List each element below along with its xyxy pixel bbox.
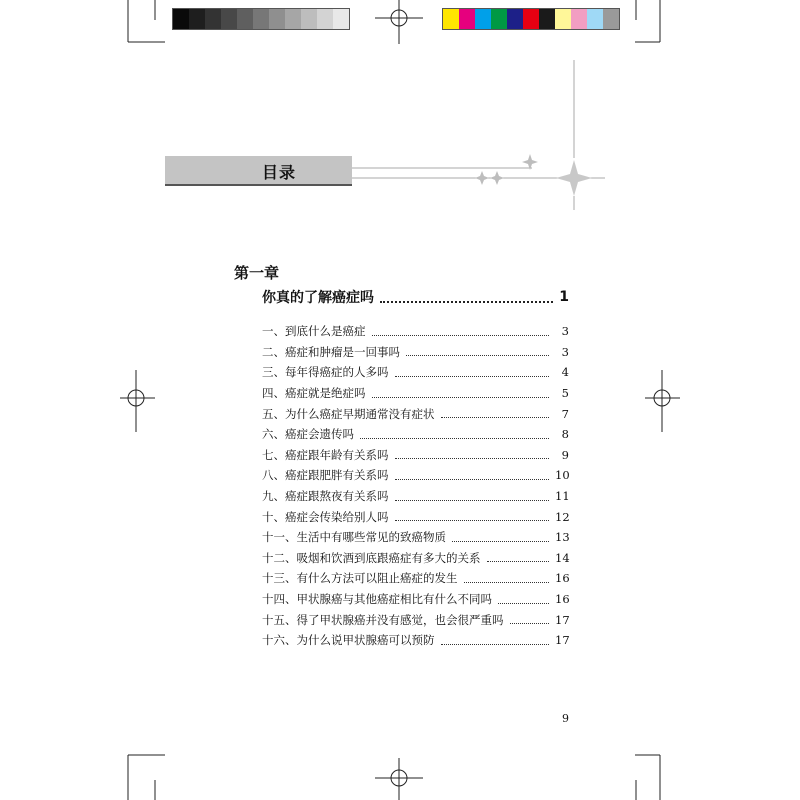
dot-leader [395, 471, 550, 480]
toc-entry-text: 十四、甲状腺癌与其他癌症相比有什么不同吗 [262, 592, 492, 607]
color-swatch [507, 9, 523, 29]
dot-leader [498, 595, 549, 604]
toc-entry-text: 一、到底什么是癌症 [262, 324, 366, 339]
toc-entry [262, 445, 569, 466]
color-swatch [475, 9, 491, 29]
dot-leader [464, 574, 550, 583]
color-swatch [317, 9, 333, 29]
chapter-title-entry [262, 285, 569, 309]
color-swatch [333, 9, 349, 29]
chapter-title: 你真的了解癌症吗 [262, 290, 374, 306]
toc-entry-page: 17 [555, 612, 570, 627]
toc-entry-page: 3 [561, 324, 569, 339]
toc-entry-text: 十六、为什么说甲状腺癌可以预防 [262, 633, 435, 648]
color-swatch [571, 9, 587, 29]
toc-entry-text: 十三、有什么方法可以阻止癌症的发生 [262, 571, 458, 586]
grayscale-swatch-strip [172, 8, 350, 30]
toc-entry-page: 11 [555, 489, 570, 504]
dot-leader [395, 492, 550, 501]
toc-entry-text: 十一、生活中有哪些常见的致癌物质 [262, 530, 446, 545]
toc-entry-text: 四、癌症就是绝症吗 [262, 386, 366, 401]
color-swatch [587, 9, 603, 29]
color-swatch [301, 9, 317, 29]
dot-leader [441, 636, 550, 645]
toc-entry-page: 8 [561, 427, 569, 442]
dot-leader [372, 327, 550, 336]
toc-entry [262, 527, 569, 548]
toc-entry [262, 424, 569, 445]
dot-leader [510, 615, 550, 624]
dot-leader [372, 389, 550, 398]
chapter-label: 第一章 [234, 264, 280, 282]
toc-entry-text: 七、癌症跟年龄有关系吗 [262, 447, 389, 462]
toc-entry [262, 486, 569, 507]
toc-entry-text: 八、癌症跟肥胖有关系吗 [262, 468, 389, 483]
color-swatch [603, 9, 619, 29]
toc-entry-text: 五、为什么癌症早期通常没有症状 [262, 406, 435, 421]
chapter-page: 1 [559, 289, 569, 305]
color-swatch [269, 9, 285, 29]
toc-entry [262, 403, 569, 424]
dot-leader [452, 533, 549, 542]
dot-leader [441, 409, 550, 418]
toc-entry-page: 7 [561, 406, 569, 421]
dot-leader [395, 450, 550, 459]
toc-entry-page: 12 [555, 509, 570, 524]
color-swatch [237, 9, 253, 29]
registration-mark-bottom [375, 758, 423, 800]
toc-entry-text: 九、癌症跟熬夜有关系吗 [262, 489, 389, 504]
color-swatch [189, 9, 205, 29]
color-swatch [285, 9, 301, 29]
toc-entry-page: 4 [561, 365, 569, 380]
page-number: 9 [562, 712, 569, 725]
header-decoration [352, 60, 605, 210]
registration-mark-top [375, 0, 423, 44]
color-swatch [491, 9, 507, 29]
toc-entry-page: 3 [561, 344, 569, 359]
dot-leader [360, 430, 549, 439]
dot-leader [380, 291, 553, 303]
toc-entry-page: 5 [561, 386, 569, 401]
color-swatch [459, 9, 475, 29]
toc-entry [262, 589, 569, 610]
toc-entry [262, 362, 569, 383]
toc-entry-text: 三、每年得癌症的人多吗 [262, 365, 389, 380]
color-swatch [555, 9, 571, 29]
registration-mark-right [645, 370, 680, 432]
toc-entry-page: 17 [555, 633, 570, 648]
toc-entry [262, 506, 569, 527]
toc-entry-text: 二、癌症和肿瘤是一回事吗 [262, 344, 400, 359]
toc-entry [262, 548, 569, 569]
toc-entry [262, 630, 569, 651]
toc-entry-text: 十、癌症会传染给别人吗 [262, 509, 389, 524]
color-swatch-strip [442, 8, 620, 30]
toc-entry [262, 342, 569, 363]
toc-entry-text: 十五、得了甲状腺癌并没有感觉，也会很严重吗 [262, 612, 504, 627]
toc-list [262, 321, 569, 651]
toc-entry [262, 383, 569, 404]
color-swatch [523, 9, 539, 29]
header-band [165, 156, 352, 186]
toc-entry-text: 六、癌症会遗传吗 [262, 427, 354, 442]
toc-entry-page: 10 [555, 468, 570, 483]
toc-entry-page: 13 [555, 530, 570, 545]
toc-entry [262, 568, 569, 589]
page-title: 目录 [262, 163, 297, 182]
toc-entry-page: 16 [555, 571, 570, 586]
toc-entry-text: 十二、吸烟和饮酒到底跟癌症有多大的关系 [262, 550, 481, 565]
toc-entry-page: 16 [555, 592, 570, 607]
color-swatch [221, 9, 237, 29]
toc-entry-page: 9 [561, 447, 569, 462]
color-swatch [443, 9, 459, 29]
color-swatch [205, 9, 221, 29]
dot-leader [487, 553, 550, 562]
toc-entry [262, 465, 569, 486]
dot-leader [406, 347, 549, 356]
dot-leader [395, 512, 550, 521]
registration-mark-left [120, 370, 155, 432]
dot-leader [395, 368, 550, 377]
color-swatch [253, 9, 269, 29]
color-swatch [173, 9, 189, 29]
toc-entry [262, 321, 569, 342]
toc-entry-page: 14 [555, 550, 570, 565]
toc-entry [262, 609, 569, 630]
color-swatch [539, 9, 555, 29]
